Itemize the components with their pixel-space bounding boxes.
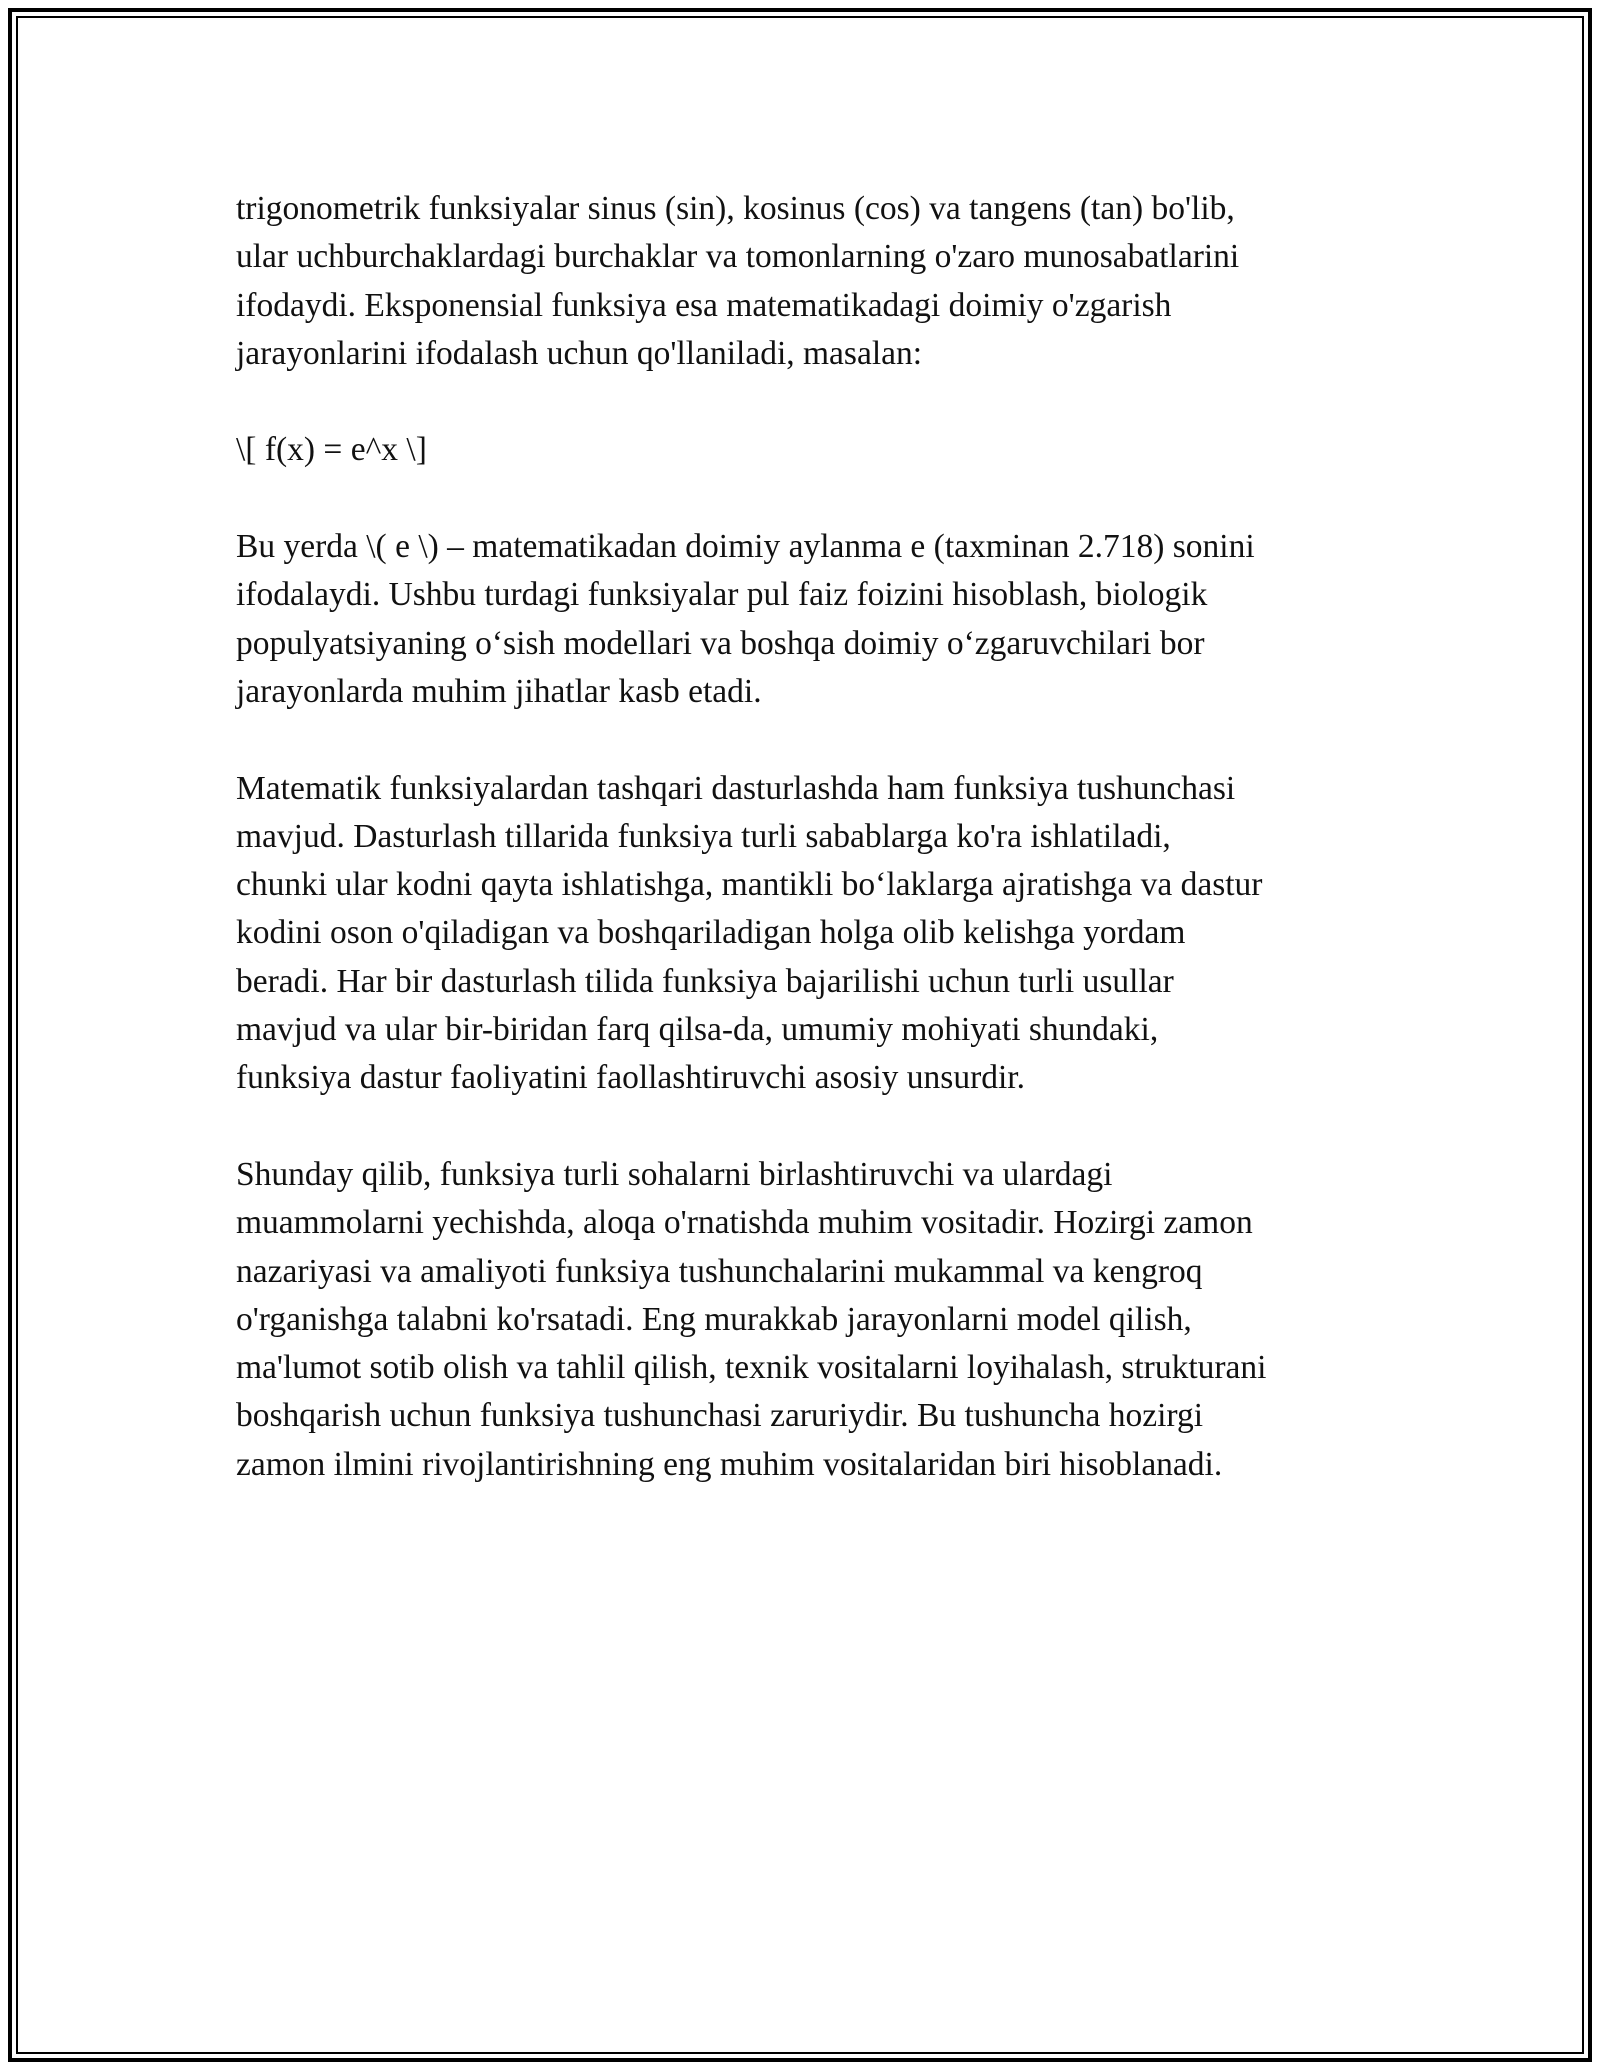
text-line: trigonometrik funksiyalar sinus (sin), kosinus (cos) va tangens (tan) bo'lib, bbox=[236, 190, 1235, 227]
text-line: Matematik funksiyalardan tashqari dasturlashda ham funksiya tushunchasi bbox=[236, 769, 1236, 807]
text-line: ular uchburchaklardagi burchaklar va tomonlarning o'zaro munosabatlarini bbox=[236, 238, 1240, 276]
formula-line: \[ f(x) = e^x \] bbox=[236, 431, 427, 469]
text-line: funksiya dastur faoliyatini faollashtiruvchi asosiy unsurdir. bbox=[236, 1059, 1025, 1097]
text-line: ifodalaydi. Ushbu turdagi funksiyalar pul faiz foizini hisoblash, biologik bbox=[236, 576, 1208, 614]
text-line: mavjud va ular bir-biridan farq qilsa-da, umumiy mohiyati shundaki, bbox=[236, 1011, 1159, 1049]
text-line: jarayonlarini ifodalash uchun qo'llaniladi, masalan: bbox=[236, 334, 923, 372]
text-line: jarayonlarda muhim jihatlar kasb etadi. bbox=[236, 672, 762, 710]
text-line: zamon ilmini rivojlantirishning eng muhim vositalaridan biri hisoblanadi. bbox=[236, 1445, 1223, 1483]
text-line: boshqarish uchun funksiya tushunchasi zaruriydir. Bu tushuncha hozirgi bbox=[236, 1397, 1204, 1435]
text-line: Shunday qilib, funksiya turli sohalarni birlashtiruvchi va ulardagi bbox=[236, 1155, 1113, 1193]
text-line: chunki ular kodni qayta ishlatishga, mantikli bo‘laklarga ajratishga va dastur bbox=[236, 866, 1263, 904]
text-line: Bu yerda \( e \) – matematikadan doimiy aylanma e (taxminan 2.718) sonini bbox=[236, 528, 1255, 566]
text-line: populyatsiyaning o‘sish modellari va boshqa doimiy o‘zgaruvchilari bor bbox=[236, 624, 1205, 662]
text-line: kodini oson o'qiladigan va boshqariladigan holga olib kelishga yordam bbox=[236, 914, 1186, 952]
text-line: ma'lumot sotib olish va tahlil qilish, texnik vositalarni loyihalash, strukturani bbox=[236, 1349, 1267, 1387]
paragraph-conclusion bbox=[236, 1151, 1386, 1489]
paragraph-programming-functions bbox=[236, 765, 1386, 1103]
text-line: nazariyasi va amaliyoti funksiya tushunchalarini mukammal va kengroq bbox=[236, 1252, 1203, 1290]
paragraph-euler-constant bbox=[236, 523, 1386, 716]
paragraph-trigonometric-exponential bbox=[236, 185, 1386, 378]
text-line: mavjud. Dasturlash tillarida funksiya turli sabablarga ko'ra ishlatiladi, bbox=[236, 817, 1171, 855]
text-line: muammolarni yechishda, aloqa o'rnatishda muhim vositadir. Hozirgi zamon bbox=[236, 1204, 1253, 1242]
text-line: beradi. Har bir dasturlash tilida funksiya bajarilishi uchun turli usullar bbox=[236, 962, 1174, 1000]
document-body bbox=[236, 185, 1386, 1537]
text-line: o'rganishga talabni ko'rsatadi. Eng murakkab jarayonlarni model qilish, bbox=[236, 1300, 1192, 1338]
formula-paragraph bbox=[236, 426, 1386, 474]
text-line: ifodaydi. Eksponensial funksiya esa matematikadagi doimiy o'zgarish bbox=[236, 286, 1172, 324]
